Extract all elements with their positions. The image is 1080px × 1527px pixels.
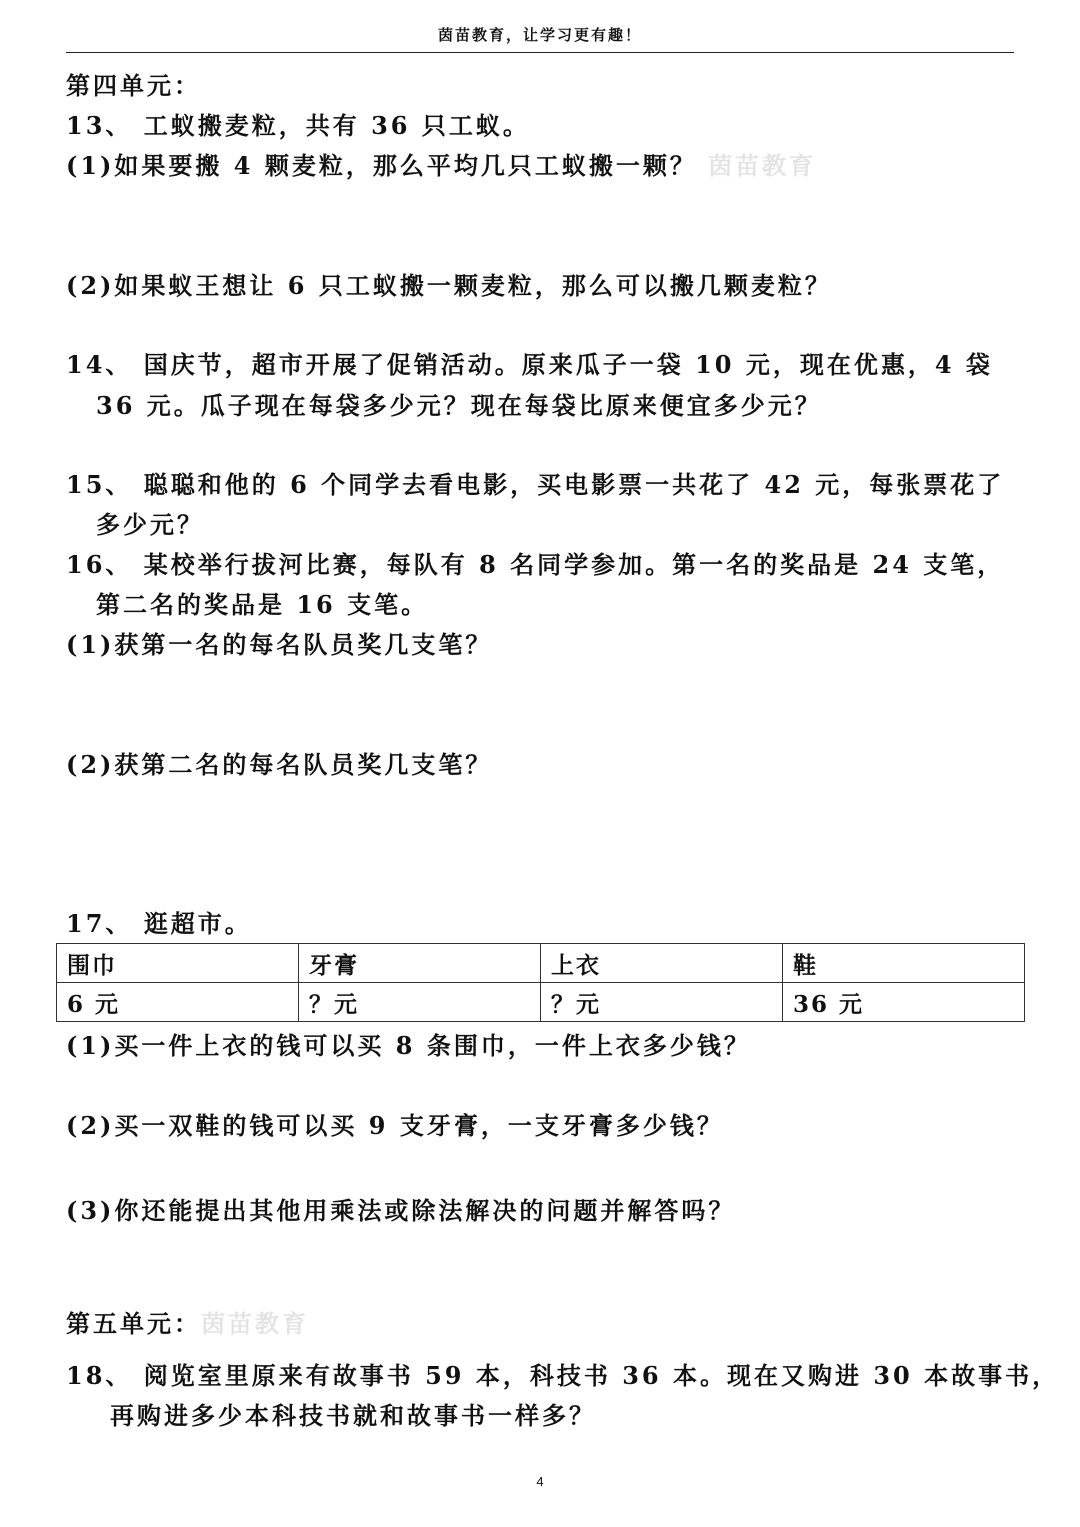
table-cell: ？元 xyxy=(299,983,541,1022)
table-cell: 6 元 xyxy=(57,983,299,1022)
q17-part2: (2)买一双鞋的钱可以买 9 支牙膏，一支牙膏多少钱？ xyxy=(66,1111,724,1140)
table-header-cell: 牙膏 xyxy=(299,944,541,983)
q13-part1 xyxy=(66,150,816,182)
q16-line1: 16、 某校举行拔河比赛，每队有 8 名同学参加。第一名的奖品是 24 支笔， xyxy=(66,550,1005,579)
q18-line1: 18、 阅览室里原来有故事书 59 本，科技书 36 本。现在又购进 30 本故事书， xyxy=(66,1361,1060,1390)
q13-part1-text: (1)如果要搬 4 颗麦粒，那么平均几只工蚁搬一颗？ xyxy=(66,151,697,180)
table-cell: 36 元 xyxy=(783,983,1025,1022)
q16-part2: (2)获第二名的每名队员奖几支笔？ xyxy=(66,750,493,779)
table-header-cell: 鞋 xyxy=(783,944,1025,983)
q17-part1: (1)买一件上衣的钱可以买 8 条围巾，一件上衣多少钱？ xyxy=(66,1031,751,1060)
q17-part3: (3)你还能提出其他用乘法或除法解决的问题并解答吗？ xyxy=(66,1196,736,1225)
table-row xyxy=(57,983,1025,1022)
price-table xyxy=(56,943,1025,1022)
q18-line2: 再购进多少本科技书就和故事书一样多？ xyxy=(110,1401,596,1430)
section-4-title: 第四单元： xyxy=(66,71,201,100)
q14-line1: 14、 国庆节，超市开展了促销活动。原来瓜子一袋 10 元，现在优惠，4 袋 xyxy=(66,350,993,379)
section-5-title xyxy=(66,1308,309,1340)
table-header-cell: 围巾 xyxy=(57,944,299,983)
q13-part2: (2)如果蚁王想让 6 只工蚁搬一颗麦粒，那么可以搬几颗麦粒？ xyxy=(66,271,832,300)
q17-stem: 17、 逛超市。 xyxy=(66,909,252,938)
q16-line2: 第二名的奖品是 16 支笔。 xyxy=(96,590,429,619)
page-header: 茵苗教育，让学习更有趣！ xyxy=(437,26,642,44)
header-divider xyxy=(66,52,1014,53)
table-header-cell: 上衣 xyxy=(541,944,783,983)
page-number: 4 xyxy=(536,1474,544,1489)
watermark-text: 茵苗教育 xyxy=(201,1309,309,1338)
q14-line2: 36 元。瓜子现在每袋多少元？现在每袋比原来便宜多少元？ xyxy=(96,391,822,420)
q15-line1: 15、 聪聪和他的 6 个同学去看电影，买电影票一共花了 42 元，每张票花了 xyxy=(66,470,1005,499)
q15-line2: 多少元？ xyxy=(96,510,204,539)
watermark-text: 茵苗教育 xyxy=(708,151,817,180)
section-5-title-text: 第五单元： xyxy=(66,1309,201,1338)
table-row xyxy=(57,944,1025,983)
table-cell: ？元 xyxy=(541,983,783,1022)
q16-part1: (1)获第一名的每名队员奖几支笔？ xyxy=(66,630,493,659)
q13-stem: 13、 工蚁搬麦粒，共有 36 只工蚁。 xyxy=(66,111,530,140)
